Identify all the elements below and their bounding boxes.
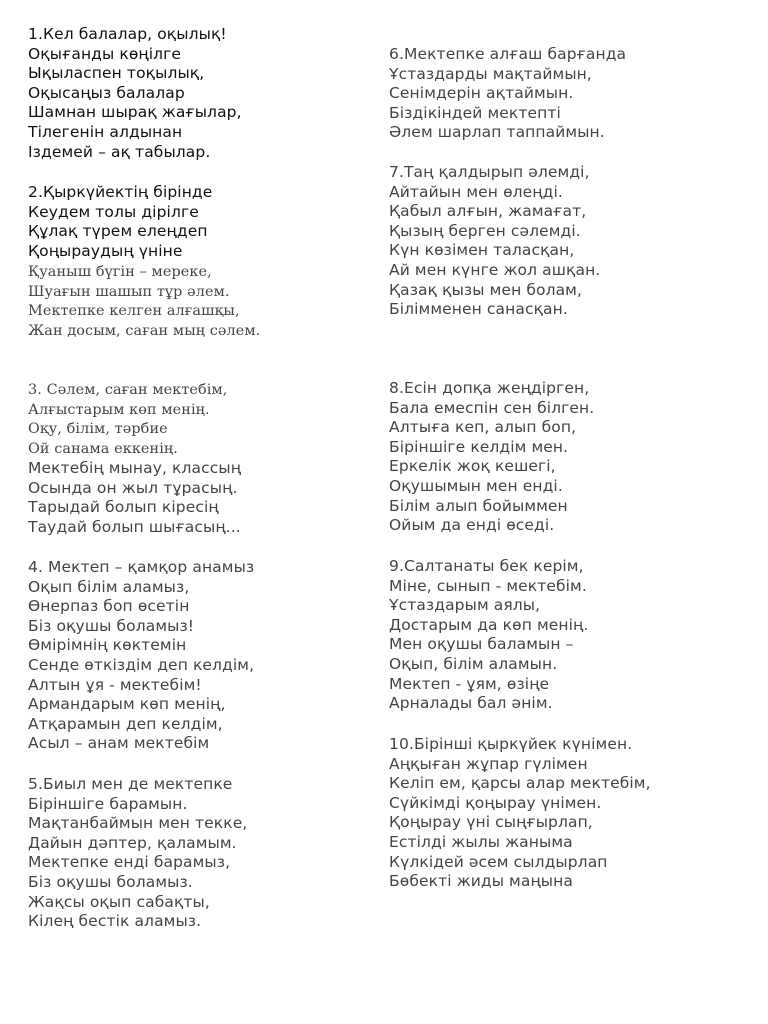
poem-line: Білімменен санасқан. (389, 300, 568, 319)
poem-line: Шамнан шырақ жағылар, (28, 103, 242, 122)
poem-line: Ойым да енді өседі. (389, 516, 555, 535)
stanza-4 (28, 558, 254, 754)
stanza-6 (389, 45, 626, 143)
poem-line: Сенде өткіздім деп келдім, (28, 655, 255, 674)
poem-line: Тілегенін алдынан (28, 122, 183, 141)
poem-line: Аңқыған жұпар гүлімен (389, 754, 588, 773)
poem-line: Сенімдерін ақтаймын. (389, 84, 574, 103)
stanza-9 (389, 557, 588, 714)
poem-line: Оқып білім аламыз, (28, 577, 190, 596)
poem-line: 5.Биыл мен де мектепке (28, 775, 233, 793)
poem-line: Бала емеспін сен білген. (389, 398, 595, 417)
poem-line: Біз оқушы боламыз. (28, 872, 193, 891)
poem-line: 1.Кел балалар, оқылық! (28, 25, 227, 43)
poem-line: Құлақ түрем елеңдеп (28, 222, 208, 241)
poem-line: Келіп ем, қарсы алар мектебім, (389, 774, 651, 793)
poem-line: Мектепке келген алғашқы, (28, 303, 240, 320)
poem-line: Өнерпаз боп өсетін (28, 597, 190, 616)
poem-line: Әлем шарлап таппаймын. (389, 123, 605, 142)
poem-line: Мектеп - ұям, өзіңе (389, 674, 550, 693)
poem-line: 4. Мектеп – қамқор анамыз (28, 558, 255, 576)
stanza-3-serif (28, 381, 227, 459)
poem-line: Қазақ қызы мен болам, (389, 280, 582, 299)
stanza-10 (389, 735, 651, 892)
poem-line: Біріншіге барамын. (28, 794, 188, 813)
poem-line: Жан досым, саған мың сәлем. (28, 322, 261, 339)
poem-line: Ұстаздарды мақтаймын, (389, 64, 592, 83)
poem-line: Күлкідей әсем сылдырлап (389, 852, 608, 871)
poem-line: Қызың берген сәлемді. (389, 221, 581, 240)
poem-line: Қабыл алғын, жамағат, (389, 202, 587, 221)
poem-line: Оқысаңыз балалар (28, 83, 185, 102)
poem-line: Ұстаздарым аялы, (389, 596, 541, 615)
poem-line: Шуағын шашып тұр әлем. (28, 283, 230, 300)
poem-line: Дайын дәптер, қаламым. (28, 833, 237, 852)
poem-line: Қоңыраудың үніне (28, 241, 183, 260)
poem-line: Асыл – анам мектебім (28, 734, 210, 753)
poem-line: Армандарым көп менің, (28, 695, 226, 714)
poem-line: Оқып, білім аламын. (389, 654, 558, 673)
poem-line: Қоңырау үні сыңғырлап, (389, 813, 593, 832)
poem-line: Оқу, білім, тәрбие (28, 421, 168, 438)
poem-line: Міне, сынып - мектебім. (389, 576, 587, 595)
poem-line: Атқарамын деп келдім, (28, 714, 223, 733)
stanza-8 (389, 379, 594, 536)
poem-line: Ықыласпен тоқылық, (28, 64, 205, 83)
poem-line: Достарым да көп менің. (389, 615, 589, 634)
poem-line: Кілең бестік аламыз. (28, 912, 202, 931)
poem-line: Кеудем толы дірілге (28, 202, 199, 221)
poem-line: 7.Таң қалдырып әлемді, (389, 163, 590, 181)
poem-line: Алғыстарым көп менің. (28, 401, 210, 418)
poem-line: Осында он жыл тұрасың. (28, 478, 238, 497)
poem-line: 2.Қыркүйектің бірінде (28, 183, 213, 201)
poem-line: 8.Есін допқа жеңдірген, (389, 379, 590, 397)
poem-line: 3. Сәлем, саған мектебім, (28, 382, 228, 398)
poem-line: Ай мен күнге жол ашқан. (389, 260, 601, 279)
poem-line: Арналады бал әнім. (389, 694, 553, 713)
poem-line: Мектебің мынау, классың (28, 459, 242, 477)
stanza-1 (28, 25, 242, 162)
poem-line: Сүйкімді қоңырау үнімен. (389, 793, 602, 812)
poem-line: Оқушымын мен енді. (389, 476, 563, 495)
stanza-5 (28, 775, 247, 932)
poem-line: Біздікіндей мектепті (389, 103, 561, 122)
poem-line: Өмірімнің көктемін (28, 636, 187, 655)
poem-line: Ой санама еккенің. (28, 440, 178, 457)
poem-line: Қуаныш бүгін – мереке, (28, 264, 212, 280)
poem-line: Еркелік жоқ кешегі, (389, 457, 556, 476)
poem-line: Мектепке енді барамыз, (28, 853, 231, 872)
poem-line: Білім алып бойыммен (389, 496, 568, 515)
poem-line: Мен оқушы баламын – (389, 635, 574, 654)
poem-line: Іздемей – ақ табылар. (28, 142, 211, 161)
poem-line: Алтын ұя - мектебім! (28, 675, 202, 694)
poem-line: Біріншіге келдім мен. (389, 437, 569, 456)
poem-line: Бөбекті жиды маңына (389, 872, 573, 891)
poem-line: Мақтанбаймын мен текке, (28, 814, 248, 833)
poem-line: Таудай болып шығасың... (28, 517, 241, 536)
poem-line: Алтыға кеп, алып боп, (389, 418, 577, 437)
poem-line: Күн көзімен таласқан, (389, 241, 575, 260)
stanza-7 (389, 163, 600, 320)
poem-line: Жақсы оқып сабақты, (28, 892, 210, 911)
poem-line: Айтайын мен өлеңді. (389, 182, 563, 201)
stanza-2 (28, 183, 212, 261)
stanza-2-serif (28, 263, 260, 341)
stanza-3 (28, 459, 241, 537)
poem-line: Естілді жылы жаныма (389, 832, 573, 851)
poem-line: Тарыдай болып кіресің (28, 498, 219, 517)
poem-line: Біз оқушы боламыз! (28, 616, 195, 635)
poem-line: Оқығанды көңілге (28, 44, 182, 63)
poem-line: 6.Мектепке алғаш барғанда (389, 45, 627, 63)
poem-line: 10.Бірінші қыркүйек күнімен. (389, 735, 633, 753)
poem-line: 9.Салтанаты бек керім, (389, 557, 584, 575)
